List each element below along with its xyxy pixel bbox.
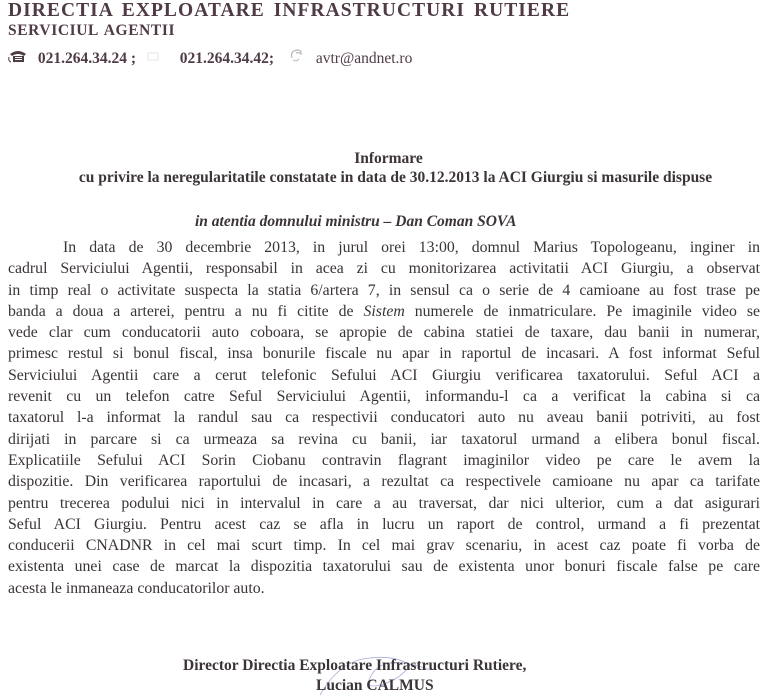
document-title: Informare — [354, 150, 423, 167]
phone-number-2: 021.264.34.42; — [179, 49, 275, 67]
department-name: SERVICIUL AGENTII — [8, 22, 176, 39]
fax-icon — [140, 49, 162, 68]
body-line — [8, 301, 760, 322]
body-line: conducerii CNADNR in cel mai scurt timp. In cel mai grav scenariu, in acest caz poate fi vorba de — [8, 537, 760, 555]
email-address: avtr@andnet.ro — [315, 49, 413, 67]
body-line: dirijati in parcare si ca urmeaza sa revina cu banii, iar taxatorul urmand a elibera bonul fiscal. — [8, 430, 760, 448]
body-line: Serviciului Agentii care a cerut telefonic Sefului ACI Giurgiu verificarea taxatorului. Seful ACI a — [8, 366, 760, 384]
body-line: vede clar cum conducatorii auto coboara, se apropie de cabina statiei de taxare, dau banii in numerar, — [8, 324, 760, 342]
body-line: existenta unei case de marcat la dispozitia taxatorului sau de existenta unor bonuri fiscale false pe care — [8, 558, 760, 576]
body-line: cadrul Serviciului Agentii, responsabil in acea zi cu monitorizarea activitatii ACI Giurgiu, a observat — [8, 260, 760, 278]
body-line: in timp real o activitate suspecta la statia 6/artera 7, in sensul ca o serie de 4 camioane au fost trase pe — [8, 281, 760, 299]
organization-name: DIRECTIA EXPLOATARE INFRASTRUCTURI RUTIERE — [8, 0, 571, 21]
document-subtitle: cu privire la neregularitatile constatate in data de 30.12.2013 la ACI Giurgiu si masurile dispuse — [78, 169, 713, 186]
telephone-icon — [8, 49, 28, 68]
phone-number-1: 021.264.34.24 ; — [37, 49, 137, 67]
body-line: dispozitie. Din verificarea raportului de incasari, a rezultat ca respectivele camioane nu apar ca tarifate — [8, 473, 760, 491]
body-line: revenit cu un telefon catre Seful Serviciului Agentii, informandu-l ca a verificat la cabina si ca — [8, 388, 760, 406]
body-line-part: numerele de inmatriculare. Pe imaginile video se — [404, 302, 760, 320]
attention-line: in atentia domnului ministru – Dan Coman SOVA — [195, 213, 517, 230]
contact-line — [8, 48, 412, 69]
body-line: Seful ACI Giurgiu. Pentru acest caz se afla in lucru un raport de control, urmand a fi prezentat — [8, 515, 760, 533]
body-line: taxatorul l-a informat la randul sau ca respectivii conducatori auto nu aveau banii potriviti, au fost — [8, 409, 760, 427]
body-paragraph — [8, 237, 760, 599]
body-line: pentru trecerea podului nici in intervalul in care a au traversat, dar nici ulterior, cum a dat asigurari — [8, 494, 760, 512]
body-line-part: banda a doua a arterei, pentru a nu fi citite de — [8, 302, 364, 320]
body-line: Explicatiile Sefului ACI Sorin Ciobanu contravin flagrant imaginilor video pe care le avem la — [8, 451, 760, 469]
signatory-name: Lucian CALMUS — [316, 677, 434, 694]
email-icon — [278, 48, 304, 69]
system-emphasis: Sistem — [363, 302, 405, 320]
signatory-position: Director Directia Exploatare Infrastructuri Rutiere, — [183, 657, 527, 674]
body-line: primesc restul si bonul fiscal, insa bonurile fiscale nu apar in raportul de incasari. A fost informat Seful — [8, 345, 760, 363]
body-line: In data de 30 decembrie 2013, in jurul orei 13:00, domnul Marius Topologeanu, inginer in — [63, 239, 760, 256]
body-line: acesta le inmaneaza conducatorilor auto. — [8, 579, 265, 597]
